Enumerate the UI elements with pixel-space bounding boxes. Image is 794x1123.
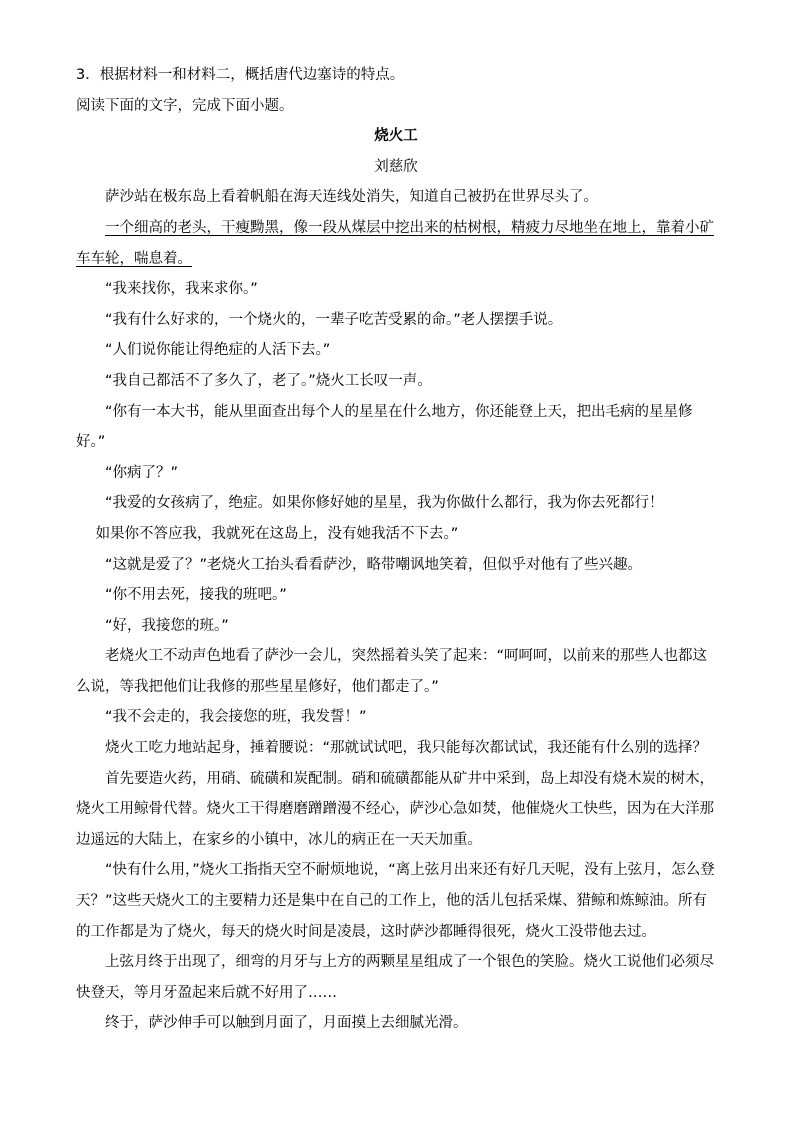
story-author: 刘慈欣 [374,158,418,175]
story-paragraph: “我自己都活不了多久了，老了。”烧火工长叹一声。 [105,372,432,389]
story-paragraph: “你有一本大书，能从里面查出每个人的星星在什么地方，你还能登上天，把出毛病的星星修好。” [76,403,693,451]
underlined-story-paragraph: 一个细高的老头，干瘦黝黑，像一段从煤层中挖出来的枯树根，精疲力尽地坐在地上，靠着小矿车车轮，喘息着。 [76,219,714,267]
story-paragraph: “我爱的女孩病了，绝症。如果你修好她的星星，我为你做什么都行，我为你去死都行！ [105,495,664,512]
story-paragraph: 首先要造火药，用硝、硫磺和炭配制。硝和硫磺都能从矿井中采到，岛上却没有烧木炭的树木，烧火工用鲸骨代替。烧火工干得磨磨蹭蹭漫不经心，萨沙心急如焚，他催烧火工快些，因为在大洋那边遥远的大陆上，在家乡的小镇中，冰儿的病正在一天天加重。 [76,770,714,848]
story-paragraph: “人们说你能让得绝症的人活下去。” [105,342,331,359]
story-paragraph: “这就是爱了？”老烧火工抬头看看萨沙，略带嘲讽地笑着，但似乎对他有了些兴趣。 [105,556,643,573]
story-paragraph: “你病了？” [105,464,179,481]
story-paragraph: “我来找你，我来求你。” [105,281,258,298]
story-paragraph: “我不会走的，我会接您的班，我发誓！” [105,709,367,726]
story-paragraph: 老烧火工不动声色地看了萨沙一会儿，突然摇着头笑了起来：“呵呵呵，以前来的那些人也都这么说，等我把他们让我修的那些星星修好，他们都走了。” [76,648,708,695]
story-paragraph: 如果你不答应我，我就死在这岛上，没有她我活不下去。” [95,525,459,542]
story-paragraph: “我有什么好求的，一个烧火的，一辈子吃苦受累的命。”老人摆摆手说。 [105,311,563,328]
story-paragraph: 萨沙站在极东岛上看着帆船在海天连线处消失，知道自己被扔在世界尽头了。 [105,189,598,206]
question-line: 3．根据材料一和材料二，概括唐代边塞诗的特点。 [76,67,405,83]
reading-instruction: 阅读下面的文字，完成下面小题。 [76,97,294,114]
document-content [76,60,716,1039]
story-paragraph: “好，我接您的班。” [105,617,229,634]
story-paragraph: “快有什么用，”烧火工指指天空不耐烦地说，“离上弦月出来还有好几天呢，没有上弦月，怎么登天？”这些天烧火工的主要精力还是集中在自己的工作上，他的活儿包括采煤、猎鲸和炼鲸油。所有的工作都是为了烧火，每天的烧火时间是凌晨，这时萨沙都睡得很死，烧火工没带他去过。 [76,862,715,940]
story-paragraph: 终于，萨沙伸手可以触到月面了，月面摸上去细腻光滑。 [105,1015,468,1032]
story-title: 烧火工 [374,128,418,145]
story-paragraph: 烧火工吃力地站起身，捶着腰说：“那就试试吧，我只能每次都试试，我还能有什么别的选择？ [105,740,708,757]
story-paragraph: 上弦月终于出现了，细弯的月牙与上方的两颗星星组成了一个银色的笑脸。烧火工说他们必须尽快登天，等月牙盈起来后就不好用了…… [76,954,714,1001]
story-paragraph: “你不用去死，接我的班吧。” [105,587,287,604]
